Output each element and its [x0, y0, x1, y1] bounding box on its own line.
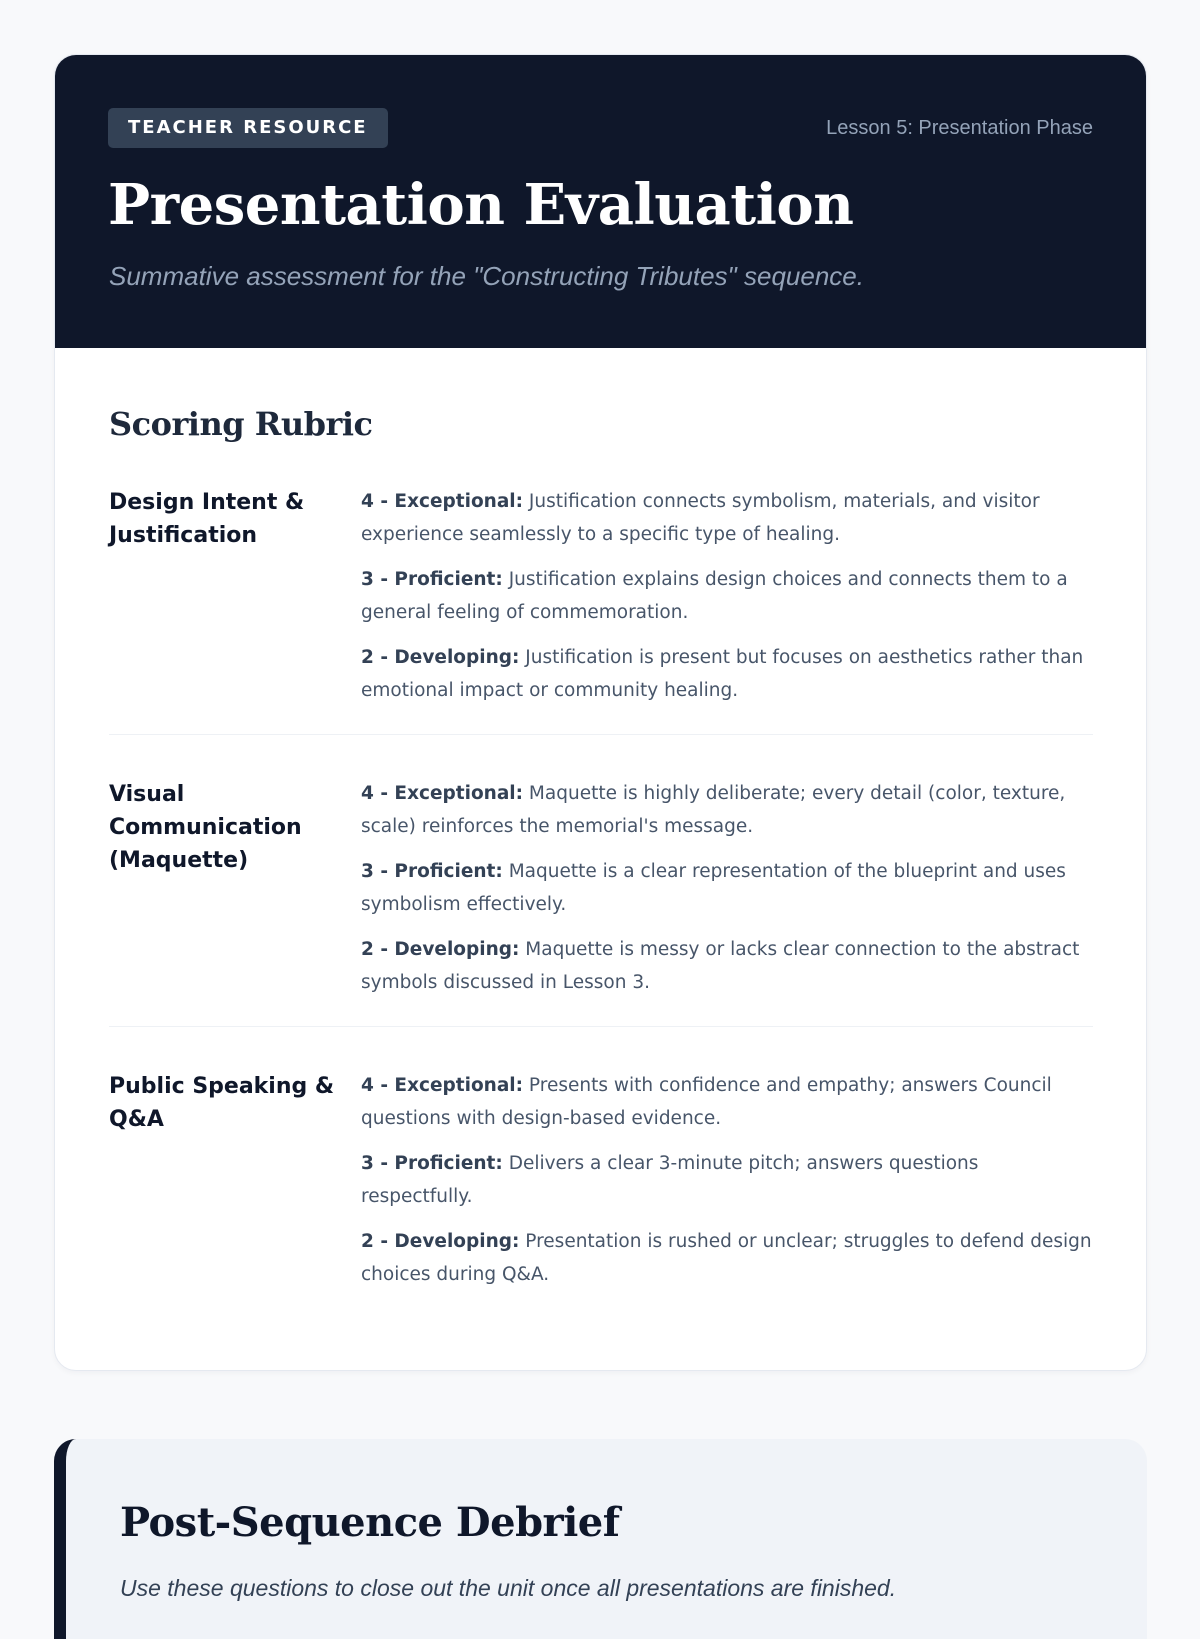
level-description: Maquette is highly deliberate; every detail (color, texture, scale) reinforces the memorial's message.	[361, 783, 1066, 837]
lesson-label: Lesson 5: Presentation Phase	[826, 117, 1093, 139]
level-label: 2 - Developing:	[361, 939, 520, 960]
level-label: 3 - Proficient:	[361, 569, 503, 590]
debrief-subtitle: Use these questions to close out the unit once all presentations are finished.	[120, 1575, 897, 1601]
rubric-row-visual-communication	[109, 777, 1093, 1027]
level-description: Justification connects symbolism, materials, and visitor experience seamlessly to a specific type of healing.	[361, 491, 1040, 545]
criterion-name: Design Intent & Justification	[109, 490, 305, 548]
scoring-rubric	[109, 405, 1093, 1318]
level-exceptional	[361, 485, 1093, 551]
level-description: Justification explains design choices and connects them to a general feeling of commemoration.	[361, 569, 1068, 623]
criterion-name: Visual Communication (Maquette)	[109, 782, 302, 873]
level-description: Maquette is a clear representation of the blueprint and uses symbolism effectively.	[361, 861, 1066, 915]
level-description: Delivers a clear 3-minute pitch; answers questions respectfully.	[361, 1153, 979, 1207]
level-label: 4 - Exceptional:	[361, 491, 524, 512]
level-description: Maquette is messy or lacks clear connection to the abstract symbols discussed in Lesson 3.	[361, 939, 1080, 993]
level-proficient	[361, 855, 1093, 921]
level-label: 3 - Proficient:	[361, 861, 503, 882]
level-developing	[361, 641, 1093, 707]
page-subtitle: Summative assessment for the "Constructing Tributes" sequence.	[109, 261, 864, 291]
criterion-name: Public Speaking & Q&A	[109, 1074, 335, 1132]
page-title: Presentation Evaluation	[108, 172, 854, 238]
criterion-levels	[361, 777, 1093, 999]
level-description: Justification is present but focuses on aesthetics rather than emotional impact or community healing.	[361, 647, 1084, 701]
post-sequence-debrief	[54, 1439, 1147, 1639]
criterion-levels	[361, 1069, 1093, 1291]
header-banner	[55, 55, 1146, 348]
level-exceptional	[361, 777, 1093, 843]
rubric-row-public-speaking	[109, 1069, 1093, 1318]
level-label: 2 - Developing:	[361, 1231, 520, 1252]
level-proficient	[361, 1147, 1093, 1213]
rubric-row-design-intent	[109, 485, 1093, 735]
level-developing	[361, 1225, 1093, 1291]
criterion-levels	[361, 485, 1093, 707]
rubric-title: Scoring Rubric	[109, 405, 373, 443]
level-label: 4 - Exceptional:	[361, 783, 524, 804]
level-label: 4 - Exceptional:	[361, 1075, 524, 1096]
level-description: Presentation is rushed or unclear; struggles to defend design choices during Q&A.	[361, 1231, 1092, 1285]
level-developing	[361, 933, 1093, 999]
evaluation-card	[54, 54, 1147, 1371]
level-description: Presents with confidence and empathy; answers Council questions with design-based evidence.	[361, 1075, 1052, 1129]
level-proficient	[361, 563, 1093, 629]
level-exceptional	[361, 1069, 1093, 1135]
teacher-resource-badge: TEACHER RESOURCE	[108, 108, 388, 148]
debrief-title: Post-Sequence Debrief	[120, 1499, 620, 1546]
level-label: 3 - Proficient:	[361, 1153, 503, 1174]
level-label: 2 - Developing:	[361, 647, 520, 668]
